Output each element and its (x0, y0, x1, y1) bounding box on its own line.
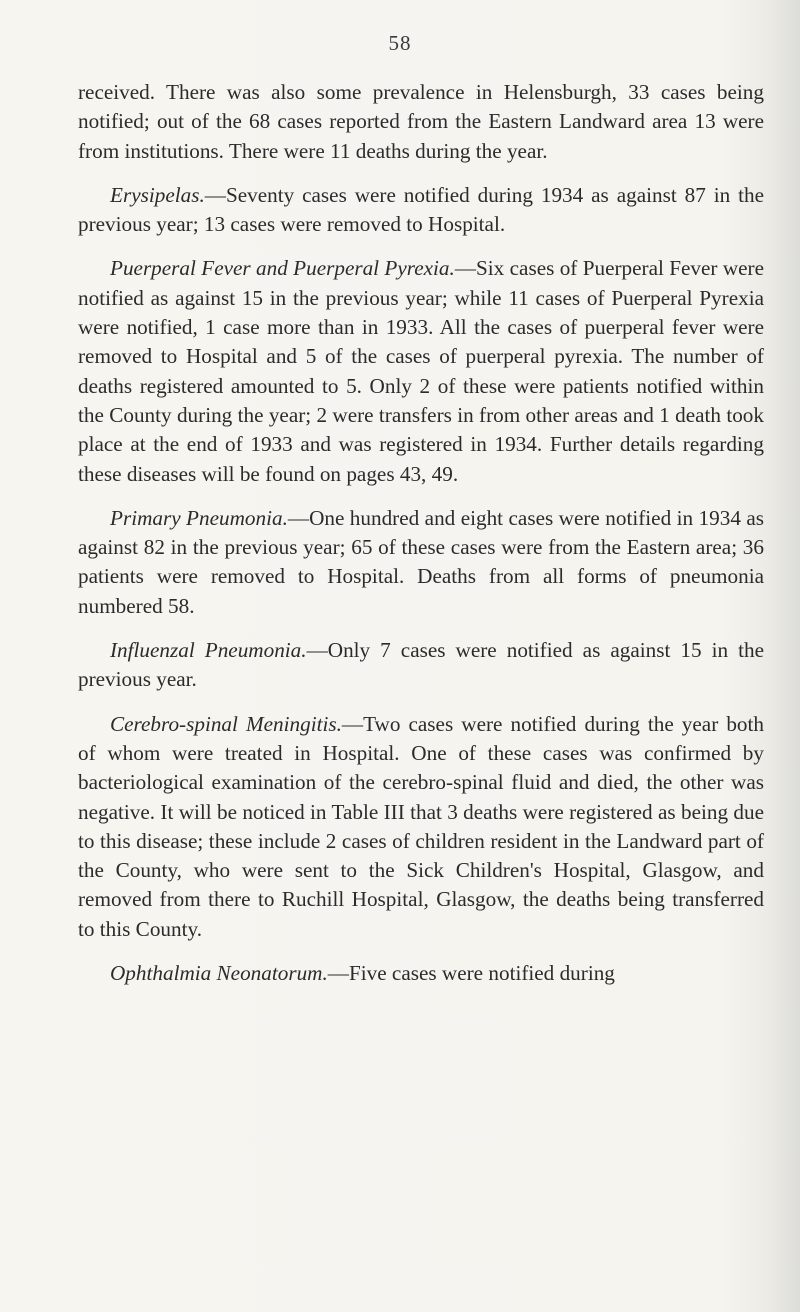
paragraph-puerperal-fever (78, 254, 764, 488)
paragraph-heading-ophthalmia-neonatorum: Ophthalmia Neonatorum. (110, 961, 328, 986)
paragraph-text: received. There was also some prevalence in Helensburgh, 33 cases being notified; out of the 68 cases reported from the Eastern Landward area 13 were from institutions. There were 11 deaths during the year. (78, 80, 764, 163)
paragraph-primary-pneumonia (78, 504, 764, 621)
paragraph-text: —Two cases were notified during the year both of whom were treated in Hospital. One of these cases was confirmed by bacteriological examination of the cerebro-spinal fluid and died, the other was negative. It will be noticed in Table III that 3 deaths were registered as being due to this disease; these include 2 cases of children resident in the Landward part of the County, who were sent to the Sick Children's Hospital, Glasgow, and removed from there to Ruchill Hospital, Glasgow, the deaths being transferred to this County. (78, 711, 764, 941)
paragraph-text: —Seventy cases were notified during 1934 as against 87 in the previous year; 13 cases were removed to Hospital. (78, 182, 764, 237)
paragraph-text: —Six cases of Puerperal Fever were notified as against 15 in the previous year; while 11 cases of Puerperal Pyrexia were notified, 1 case more than in 1933. All the cases of puerperal fever were removed to Hospital and 5 of the cases of puerperal pyrexia. The number of deaths registered amounted to 5. Only 2 of these were patients notified within the County during the year; 2 were transfers in from other areas and 1 death took place at the end of 1933 and was registered in 1934. Further details regarding these diseases will be found on pages 43, 49. (78, 256, 765, 486)
paragraph-heading-erysipelas: Erysipelas. (110, 182, 205, 207)
paragraph-erysipelas (78, 181, 764, 240)
body-text (78, 78, 764, 1003)
paragraph-heading-cerebro-spinal-meningitis: Cerebro-spinal Meningitis. (110, 711, 342, 736)
paragraph-helensburgh-continuation (78, 78, 764, 166)
paragraph-text: —One hundred and eight cases were notified in 1934 as against 82 in the previous year; 65 of these cases were from the Eastern area; 36 patients were removed to Hospital. Deaths from all forms of pneumonia numbered 58. (78, 505, 764, 618)
page-number: 58 (388, 31, 412, 55)
paragraph-influenzal-pneumonia (78, 636, 764, 695)
paragraph-text: —Only 7 cases were notified as against 15 in the previous year. (78, 638, 764, 692)
paragraph-heading-influenzal-pneumonia: Influenzal Pneumonia. (110, 638, 307, 663)
paragraph-heading-primary-pneumonia: Primary Pneumonia. (110, 505, 288, 530)
paragraph-cerebro-spinal-meningitis (78, 710, 764, 944)
paragraph-ophthalmia-neonatorum (78, 959, 764, 988)
paragraph-heading-puerperal-fever: Puerperal Fever and Puerperal Pyrexia. (110, 256, 455, 281)
paragraph-text: —Five cases were notified during (327, 961, 615, 986)
